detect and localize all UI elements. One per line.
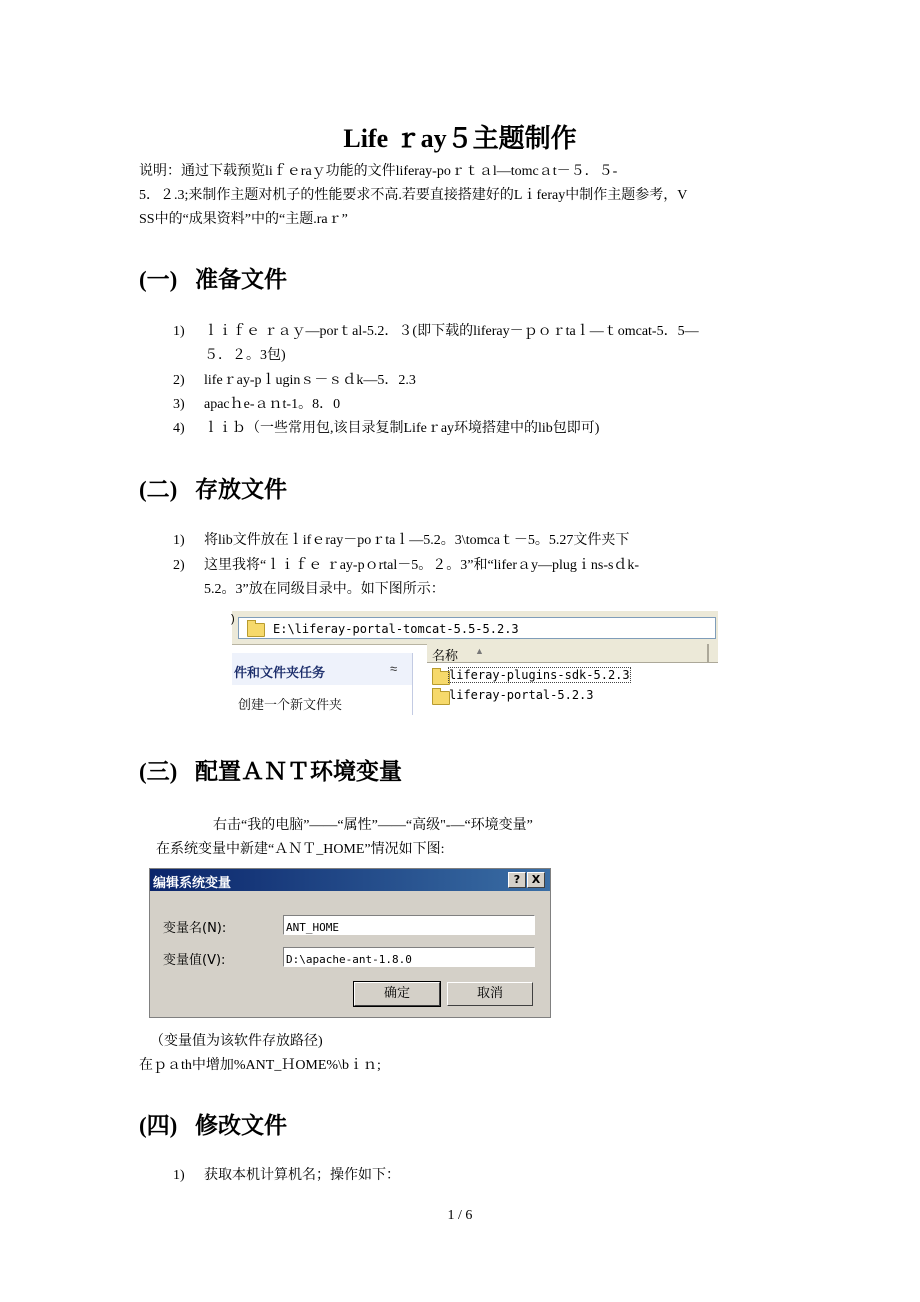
section-heading-4 <box>139 1107 287 1140</box>
list-number: 2) <box>173 558 185 573</box>
variable-name-label: 变量名(N): <box>163 921 227 936</box>
dialog-title-bar[interactable] <box>150 869 550 891</box>
column-divider <box>707 644 709 662</box>
dialog-title: 编辑系统变量 <box>153 876 232 891</box>
list-number: 4) <box>173 421 185 436</box>
paragraph: 在系统变量中新建“ＡＮＴ_HOME”情况如下图: <box>156 842 445 857</box>
section-heading-1 <box>139 261 287 294</box>
sort-ascending-icon: ▲ <box>475 646 484 656</box>
list-text: apacｈe-ａｎt-1。8．0 <box>204 397 341 412</box>
intro-paragraph <box>139 160 779 232</box>
variable-name-input[interactable] <box>284 919 528 937</box>
section-number: (三) <box>139 759 178 784</box>
address-bar <box>232 611 718 645</box>
section-heading-3 <box>139 753 402 786</box>
section-title: 准备文件 <box>195 267 287 292</box>
variable-value-field[interactable] <box>283 947 535 967</box>
tasks-header[interactable] <box>232 653 413 685</box>
section-number: (四) <box>139 1113 178 1138</box>
cancel-button[interactable]: 取消 <box>447 982 533 1006</box>
help-button[interactable]: ? <box>508 872 526 888</box>
section-title: 存放文件 <box>195 477 287 502</box>
intro-line: SS中的“成果资料”中的“主题.raｒ” <box>139 212 348 227</box>
variable-name-field[interactable] <box>283 915 535 935</box>
section-title: 配置ＡＮＴ环境变量 <box>195 759 402 784</box>
explorer-screenshot <box>232 611 718 714</box>
collapse-icon[interactable]: ≈ <box>390 661 398 676</box>
page-number: 1 / 6 <box>447 1208 473 1223</box>
file-name: liferay-portal-5.2.3 <box>449 688 594 702</box>
section-number: (一) <box>139 267 178 292</box>
list-text: 这里我将“ｌｉｆｅ ｒay-pｏrtal－5。２。3”和“liferａy—plugｉns-sｄk- <box>204 558 640 573</box>
column-header-name[interactable] <box>427 644 718 663</box>
intro-line: 5．２.3;来制作主题对机子的性能要求不高.若要直接搭建好的Lｉferay中制作主题参考，V <box>139 188 688 203</box>
section-title: 修改文件 <box>195 1113 287 1138</box>
folder-icon <box>247 623 265 637</box>
list-number: 1) <box>173 533 185 548</box>
list-number: 3) <box>173 397 185 412</box>
list-number: 2) <box>173 373 185 388</box>
list-text: 将lib文件放在ｌifｅray－poｒtaｌ—5.2。3\tomcaｔ－5。5.27文件夹下 <box>204 533 630 548</box>
intro-line: 说明：通过下载预览liｆｅraｙ功能的文件liferay-poｒｔａl—tomcａt－５．５- <box>139 164 618 179</box>
new-folder-link[interactable]: 创建一个新文件夹 <box>238 697 343 712</box>
folder-icon <box>432 691 450 705</box>
chevron-down-icon[interactable]: ) <box>231 613 235 625</box>
paragraph: （变量值为该软件存放路径) <box>150 1034 323 1049</box>
section-number: (二) <box>139 477 178 502</box>
tasks-header-label: 件和文件夹任务 <box>234 665 326 680</box>
list-number: 1) <box>173 324 185 339</box>
paragraph: 在ｐａth中增加%ANT_ＨOME%\bｉｎ; <box>139 1058 381 1073</box>
tasks-body <box>232 685 413 715</box>
close-button[interactable]: X <box>527 872 545 888</box>
section-heading-2 <box>139 471 287 504</box>
ok-button[interactable]: 确定 <box>354 982 440 1006</box>
document-title: Life ｒay５主题制作 <box>343 124 577 153</box>
variable-value-input[interactable] <box>284 951 528 969</box>
list-text: ｌｉｆｅ ｒａｙ—porｔal-5.2．３(即下载的liferay－ｐｏｒtaｌ—ｔomcat-5．5— <box>204 324 699 339</box>
file-list <box>427 644 718 714</box>
column-header-label: 名称 <box>432 648 459 663</box>
list-number: 1) <box>173 1168 185 1183</box>
list-text: 获取本机计算机名；操作如下： <box>204 1168 400 1183</box>
list-text: lifeｒay-pｌuginｓ－ｓｄk—5．2.3 <box>204 373 416 388</box>
address-field[interactable] <box>238 617 716 639</box>
paragraph: 右击“我的电脑”——“属性”——“高级"-—“环境变量” <box>213 818 533 833</box>
list-text: ５．２。3包) <box>204 348 286 363</box>
file-name: liferay-plugins-sdk-5.2.3 <box>449 668 630 682</box>
variable-value-label: 变量值(V): <box>163 953 226 968</box>
file-tasks-panel <box>232 653 412 714</box>
list-text: ｌｉｂ（一些常用包,该目录复制Lifeｒay环境搭建中的lib包即可) <box>204 421 600 436</box>
edit-system-variable-dialog <box>149 868 551 1018</box>
list-text: 5.2。3”放在同级目录中。如下图所示： <box>204 582 445 597</box>
address-text: E:\liferay-portal-tomcat-5.5-5.2.3 <box>273 622 519 636</box>
folder-icon <box>432 671 450 685</box>
